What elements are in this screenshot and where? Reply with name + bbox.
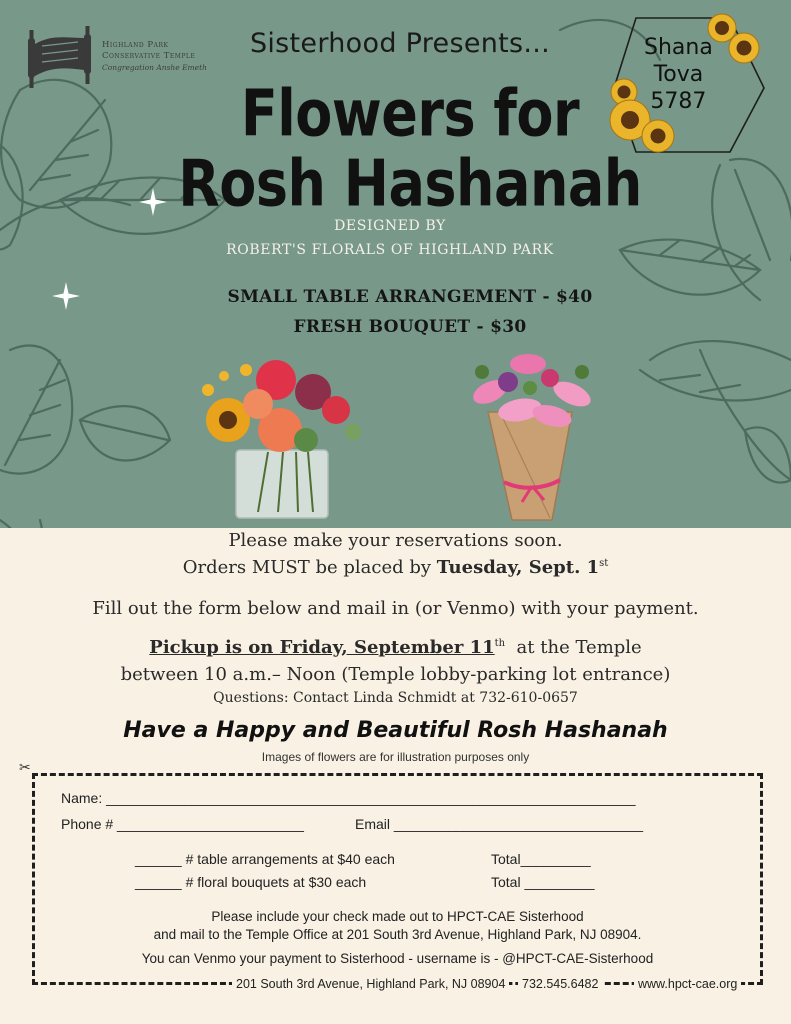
torah-scroll-icon [20,26,100,96]
org-name-line3: Congregation Anshe Emeth [102,63,207,72]
illustration-disclaimer: Images of flowers are for illustration purposes only [261,750,530,764]
mail-instructions: and mail to the Temple Office at 201 South 3rd Avenue, Highland Park, NJ 08904. [153,927,642,942]
table-arrangement-image [188,352,388,522]
footer-website[interactable]: www.hpct-cae.org [634,977,741,991]
total-arrangements-field[interactable]: Total_________ [491,851,591,867]
footer-address: 201 South 3rd Avenue, Highland Park, NJ 08904 [232,977,509,991]
questions-contact: Questions: Contact Linda Schmidt at 732-610-0657 [213,690,578,706]
fresh-bouquet-image [460,342,600,524]
pickup-location: at the Temple [505,637,642,658]
check-instructions: Please include your check made out to HPCT-CAE Sisterhood [211,909,584,924]
table-arrangements-qty-field[interactable]: ______ # table arrangements at $40 each [135,851,395,867]
order-deadline-prefix: Orders MUST be placed by [182,557,437,578]
sparkle-icon [137,186,169,218]
order-deadline-sup: st [599,558,609,569]
sparkle-icon [50,280,82,312]
badge-year: 5787 [650,89,707,114]
shana-tova-badge [600,10,780,170]
pickup-time: between 10 a.m.– Noon (Temple lobby-parking lot entrance) [120,664,671,685]
price-table-arrangement: SMALL TABLE ARRANGEMENT - $40 [227,287,593,307]
title-line2: Rosh Hashanah [178,146,642,221]
florist-name: ROBERT'S FLORALS OF HIGHLAND PARK [226,242,554,258]
pickup-date: Pickup is on Friday, September 11 [149,637,495,658]
name-field[interactable]: Name: ____________________________________________________________________ [61,790,636,806]
venmo-instructions: You can Venmo your payment to Sisterhood - username is - @HPCT-CAE-Sisterhood [141,951,654,966]
pickup-info [0,637,791,658]
badge-tova: Tova [653,62,704,87]
email-field[interactable]: Email ________________________________ [355,816,644,832]
title-line1: Flowers for [240,76,580,151]
floral-bouquets-qty-field[interactable]: ______ # floral bouquets at $30 each [135,874,367,890]
holiday-greeting: Have a Happy and Beautiful Rosh Hashanah [123,718,668,743]
designed-by: DESIGNED BY [334,218,446,234]
presents-heading: Sisterhood Presents... [249,28,551,59]
footer-phone: 732.545.6482 [518,977,602,991]
pickup-sup: th [494,638,506,649]
org-name-line1: Highland Park [102,40,169,50]
order-deadline [0,557,791,578]
scissors-icon: ✂ [19,760,31,776]
price-bouquet: FRESH BOUQUET - $30 [293,317,527,337]
order-form [32,773,763,985]
reservation-note: Please make your reservations soon. [228,530,563,551]
phone-field[interactable]: Phone # ________________________ [61,816,304,832]
order-deadline-date: Tuesday, Sept. 1 [436,557,600,578]
org-name-line2: Conservative Temple [102,51,196,61]
total-bouquets-field[interactable]: Total _________ [491,874,595,890]
fill-instructions: Fill out the form below and mail in (or Venmo) with your payment. [92,598,699,619]
badge-shana: Shana [644,35,713,60]
